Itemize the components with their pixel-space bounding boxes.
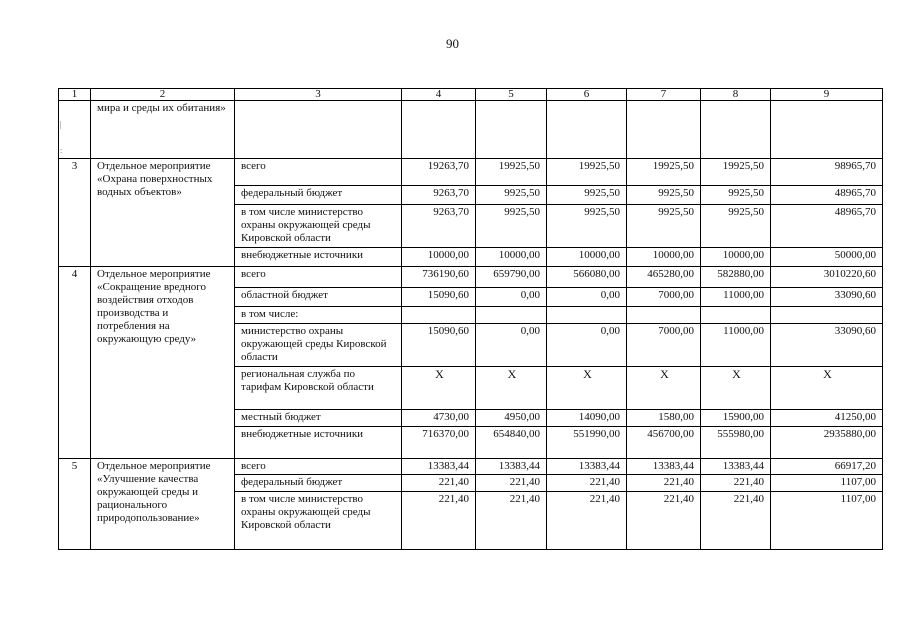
value-cell: 221,40	[627, 492, 701, 550]
value-cell: 0,00	[476, 324, 547, 367]
value-cell: 11000,00	[701, 324, 771, 367]
value-cell	[402, 307, 476, 324]
value-cell: 15090,60	[402, 288, 476, 307]
value-cell: 9925,50	[547, 205, 627, 248]
value-cell: 19925,50	[627, 159, 701, 186]
value-cell: 10000,00	[402, 248, 476, 267]
column-header: 4	[402, 89, 476, 101]
value-cell: 582880,00	[701, 267, 771, 288]
value-cell: 0,00	[547, 324, 627, 367]
table-row	[59, 267, 883, 288]
activity-name: Отдельное мероприятие «Улучшение качества окружающей среды и рационального природопользование»	[91, 459, 235, 550]
value-cell	[476, 101, 547, 159]
value-cell: 9925,50	[547, 186, 627, 205]
value-cell: 33090,60	[771, 324, 883, 367]
column-header: 9	[771, 89, 883, 101]
funding-source: внебюджетные источники	[235, 427, 402, 459]
value-cell	[627, 101, 701, 159]
column-header: 7	[627, 89, 701, 101]
value-cell	[701, 101, 771, 159]
value-cell: 50000,00	[771, 248, 883, 267]
value-cell: 551990,00	[547, 427, 627, 459]
value-cell: 221,40	[701, 475, 771, 492]
activity-name: Отдельное мероприятие «Охрана поверхностных водных объектов»	[91, 159, 235, 267]
column-header: 6	[547, 89, 627, 101]
value-cell: 4950,00	[476, 410, 547, 427]
value-cell: 19925,50	[547, 159, 627, 186]
value-cell: 221,40	[547, 492, 627, 550]
column-header: 3	[235, 89, 402, 101]
value-cell: 4730,00	[402, 410, 476, 427]
value-cell: 15090,60	[402, 324, 476, 367]
row-index: 5	[59, 459, 91, 550]
value-cell	[771, 101, 883, 159]
funding-source: областной бюджет	[235, 288, 402, 307]
value-cell: 7000,00	[627, 324, 701, 367]
value-cell: 11000,00	[701, 288, 771, 307]
funding-source: всего	[235, 459, 402, 475]
margin-mark: |	[60, 120, 62, 129]
value-cell: 10000,00	[476, 248, 547, 267]
value-cell: 13383,44	[627, 459, 701, 475]
row-index: 4	[59, 267, 91, 459]
table-row	[59, 101, 883, 159]
table-row	[59, 459, 883, 475]
funding-source: в том числе министерство охраны окружающей среды Кировской области	[235, 205, 402, 248]
index-cell	[59, 101, 91, 159]
value-cell: 19925,50	[476, 159, 547, 186]
value-cell: 221,40	[547, 475, 627, 492]
source-cell	[235, 101, 402, 159]
column-header: 5	[476, 89, 547, 101]
value-cell: 0,00	[476, 288, 547, 307]
value-cell: 9925,50	[627, 186, 701, 205]
column-header: 1	[59, 89, 91, 101]
value-cell: 7000,00	[627, 288, 701, 307]
funding-source: всего	[235, 159, 402, 186]
value-cell: 1580,00	[627, 410, 701, 427]
funding-source: всего	[235, 267, 402, 288]
value-cell: 48965,70	[771, 205, 883, 248]
value-cell: 3010220,60	[771, 267, 883, 288]
value-cell: X	[476, 367, 547, 410]
value-cell	[476, 307, 547, 324]
value-cell: X	[771, 367, 883, 410]
funding-source: федеральный бюджет	[235, 475, 402, 492]
value-cell: 566080,00	[547, 267, 627, 288]
value-cell: 9263,70	[402, 205, 476, 248]
value-cell	[547, 307, 627, 324]
value-cell: 555980,00	[701, 427, 771, 459]
value-cell: 736190,60	[402, 267, 476, 288]
value-cell: 13383,44	[476, 459, 547, 475]
value-cell: 41250,00	[771, 410, 883, 427]
value-cell: 9925,50	[701, 186, 771, 205]
value-cell	[771, 307, 883, 324]
value-cell: 13383,44	[701, 459, 771, 475]
funding-source: министерство охраны окружающей среды Кировской области	[235, 324, 402, 367]
value-cell: 9925,50	[627, 205, 701, 248]
margin-mark: :	[60, 146, 63, 155]
value-cell: 1107,00	[771, 492, 883, 550]
funding-source: в том числе:	[235, 307, 402, 324]
value-cell: 221,40	[402, 492, 476, 550]
value-cell: 15900,00	[701, 410, 771, 427]
value-cell: 9263,70	[402, 186, 476, 205]
value-cell: 9925,50	[476, 186, 547, 205]
value-cell: 221,40	[627, 475, 701, 492]
column-header: 2	[91, 89, 235, 101]
value-cell: X	[627, 367, 701, 410]
value-cell: 221,40	[476, 492, 547, 550]
value-cell: 9925,50	[701, 205, 771, 248]
value-cell: X	[402, 367, 476, 410]
value-cell: X	[701, 367, 771, 410]
value-cell: 33090,60	[771, 288, 883, 307]
value-cell: 9925,50	[476, 205, 547, 248]
value-cell: 659790,00	[476, 267, 547, 288]
value-cell	[627, 307, 701, 324]
value-cell: 10000,00	[701, 248, 771, 267]
value-cell: 654840,00	[476, 427, 547, 459]
value-cell: 98965,70	[771, 159, 883, 186]
table-row	[59, 159, 883, 186]
funding-source: в том числе министерство охраны окружающей среды Кировской области	[235, 492, 402, 550]
value-cell: 221,40	[701, 492, 771, 550]
page-number: 90	[446, 36, 459, 51]
value-cell	[547, 101, 627, 159]
funding-source: федеральный бюджет	[235, 186, 402, 205]
value-cell: 10000,00	[547, 248, 627, 267]
value-cell: 66917,20	[771, 459, 883, 475]
value-cell: 19263,70	[402, 159, 476, 186]
funding-source: региональная служба по тарифам Кировской области	[235, 367, 402, 410]
value-cell: 0,00	[547, 288, 627, 307]
value-cell: X	[547, 367, 627, 410]
value-cell: 48965,70	[771, 186, 883, 205]
header-row	[59, 89, 883, 101]
funding-source: внебюджетные источники	[235, 248, 402, 267]
value-cell: 221,40	[476, 475, 547, 492]
budget-table	[58, 88, 883, 550]
funding-source: местный бюджет	[235, 410, 402, 427]
activity-name: мира и среды их обитания»	[91, 101, 235, 159]
row-index: 3	[59, 159, 91, 267]
value-cell: 1107,00	[771, 475, 883, 492]
activity-name: Отдельное мероприятие «Сокращение вредного воздействия отходов производства и потребления на окружающую среду»	[91, 267, 235, 459]
column-header: 8	[701, 89, 771, 101]
value-cell	[701, 307, 771, 324]
value-cell: 10000,00	[627, 248, 701, 267]
value-cell: 14090,00	[547, 410, 627, 427]
value-cell: 13383,44	[402, 459, 476, 475]
value-cell: 465280,00	[627, 267, 701, 288]
value-cell: 221,40	[402, 475, 476, 492]
value-cell	[402, 101, 476, 159]
value-cell: 13383,44	[547, 459, 627, 475]
value-cell: 2935880,00	[771, 427, 883, 459]
value-cell: 456700,00	[627, 427, 701, 459]
value-cell: 716370,00	[402, 427, 476, 459]
value-cell: 19925,50	[701, 159, 771, 186]
